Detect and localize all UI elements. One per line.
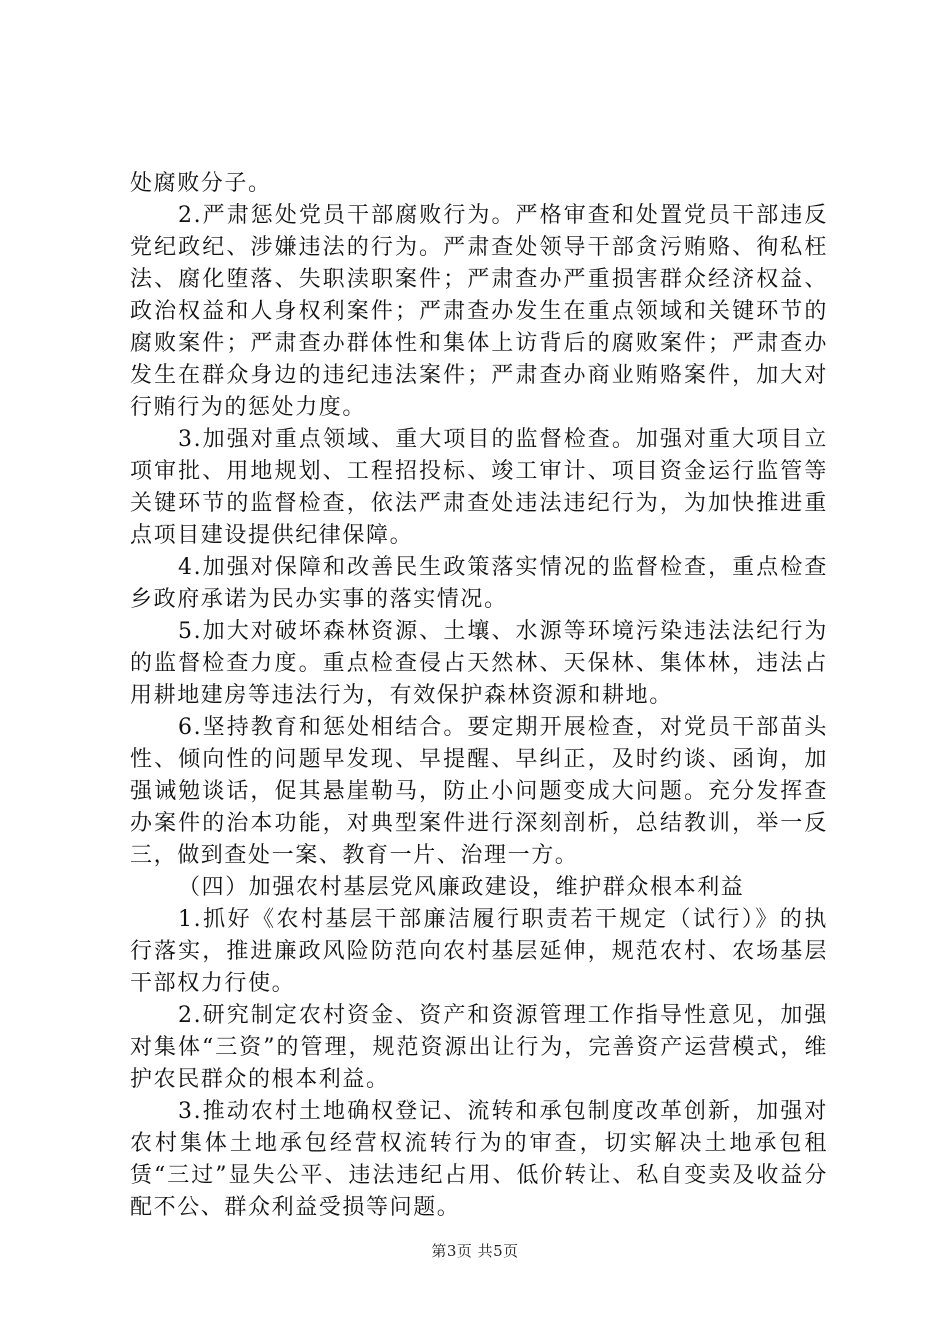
section-heading-4: （四）加强农村基层党风廉政建设，维护群众根本利益 [178,875,745,900]
paragraph-item-2-punish-corruption: 2.严肃惩处党员干部腐败行为。严格审查和处置党员干部违反党纪政纪、涉嫌违法的行为。严肃查处领导干部贪污贿赂、徇私枉法、腐化堕落、失职渎职案件；严肃查办严重损害群众经济权益、政治权益和人身权利案件；严肃查办发生在重点领域和关键环节的腐败案件；严肃查办群体性和集体上访背后的腐败案件；严肃查办发生在群众身边的违纪违法案件；严肃查办商业贿赂案件，加大对行贿行为的惩处力度。 [130,203,828,420]
paragraph-item-6-education: 6.坚持教育和惩处相结合。要定期开展检查，对党员干部苗头性、倾向性的问题早发现、早提醒、早纠正，及时约谈、函询，加强诫勉谈话，促其悬崖勒马，防止小问题变成大问题。充分发挥查办案件的治本功能，对典型案件进行深刻剖析，总结教训，举一反三，做到查处一案、教育一片、治理一方。 [130,715,828,868]
paragraph-rural-item-1: 1.抓好《农村基层干部廉洁履行职责若干规定（试行）》的执行落实，推进廉政风险防范向农村基层延伸，规范农村、农场基层干部权力行使。 [130,907,828,996]
paragraph-continuation: 处腐败分子。 [130,171,272,196]
paragraph-item-5-environment: 5.加大对破坏森林资源、土壤、水源等环境污染违法法纪行为的监督检查力度。重点检查侵占天然林、天保林、集体林，违法占用耕地建房等违法行为，有效保护森林资源和耕地。 [130,619,828,708]
paragraph-item-4-livelihood: 4.加强对保障和改善民生政策落实情况的监督检查，重点检查乡政府承诺为民办实事的落实情况。 [130,555,828,612]
page-number-footer: 第3页 共5页 [431,1242,519,1260]
paragraph-rural-item-2: 2.研究制定农村资金、资产和资源管理工作指导性意见，加强对集体“三资”的管理，规范资源出让行为，完善资产运营模式，维护农民群众的根本利益。 [130,1003,828,1092]
document-body [130,168,828,1224]
paragraph-rural-item-3: 3.推动农村土地确权登记、流转和承包制度改革创新，加强对农村集体土地承包经营权流转行为的审查，切实解决土地承包租赁“三过”显失公平、违法违纪占用、低价转让、私自变卖及收益分配不公、群众利益受损等问题。 [130,1099,828,1220]
paragraph-item-3-key-projects: 3.加强对重点领域、重大项目的监督检查。加强对重大项目立项审批、用地规划、工程招投标、竣工审计、项目资金运行监管等关键环节的监督检查，依法严肃查处违法违纪行为，为加快推进重点项目建设提供纪律保障。 [130,427,828,548]
